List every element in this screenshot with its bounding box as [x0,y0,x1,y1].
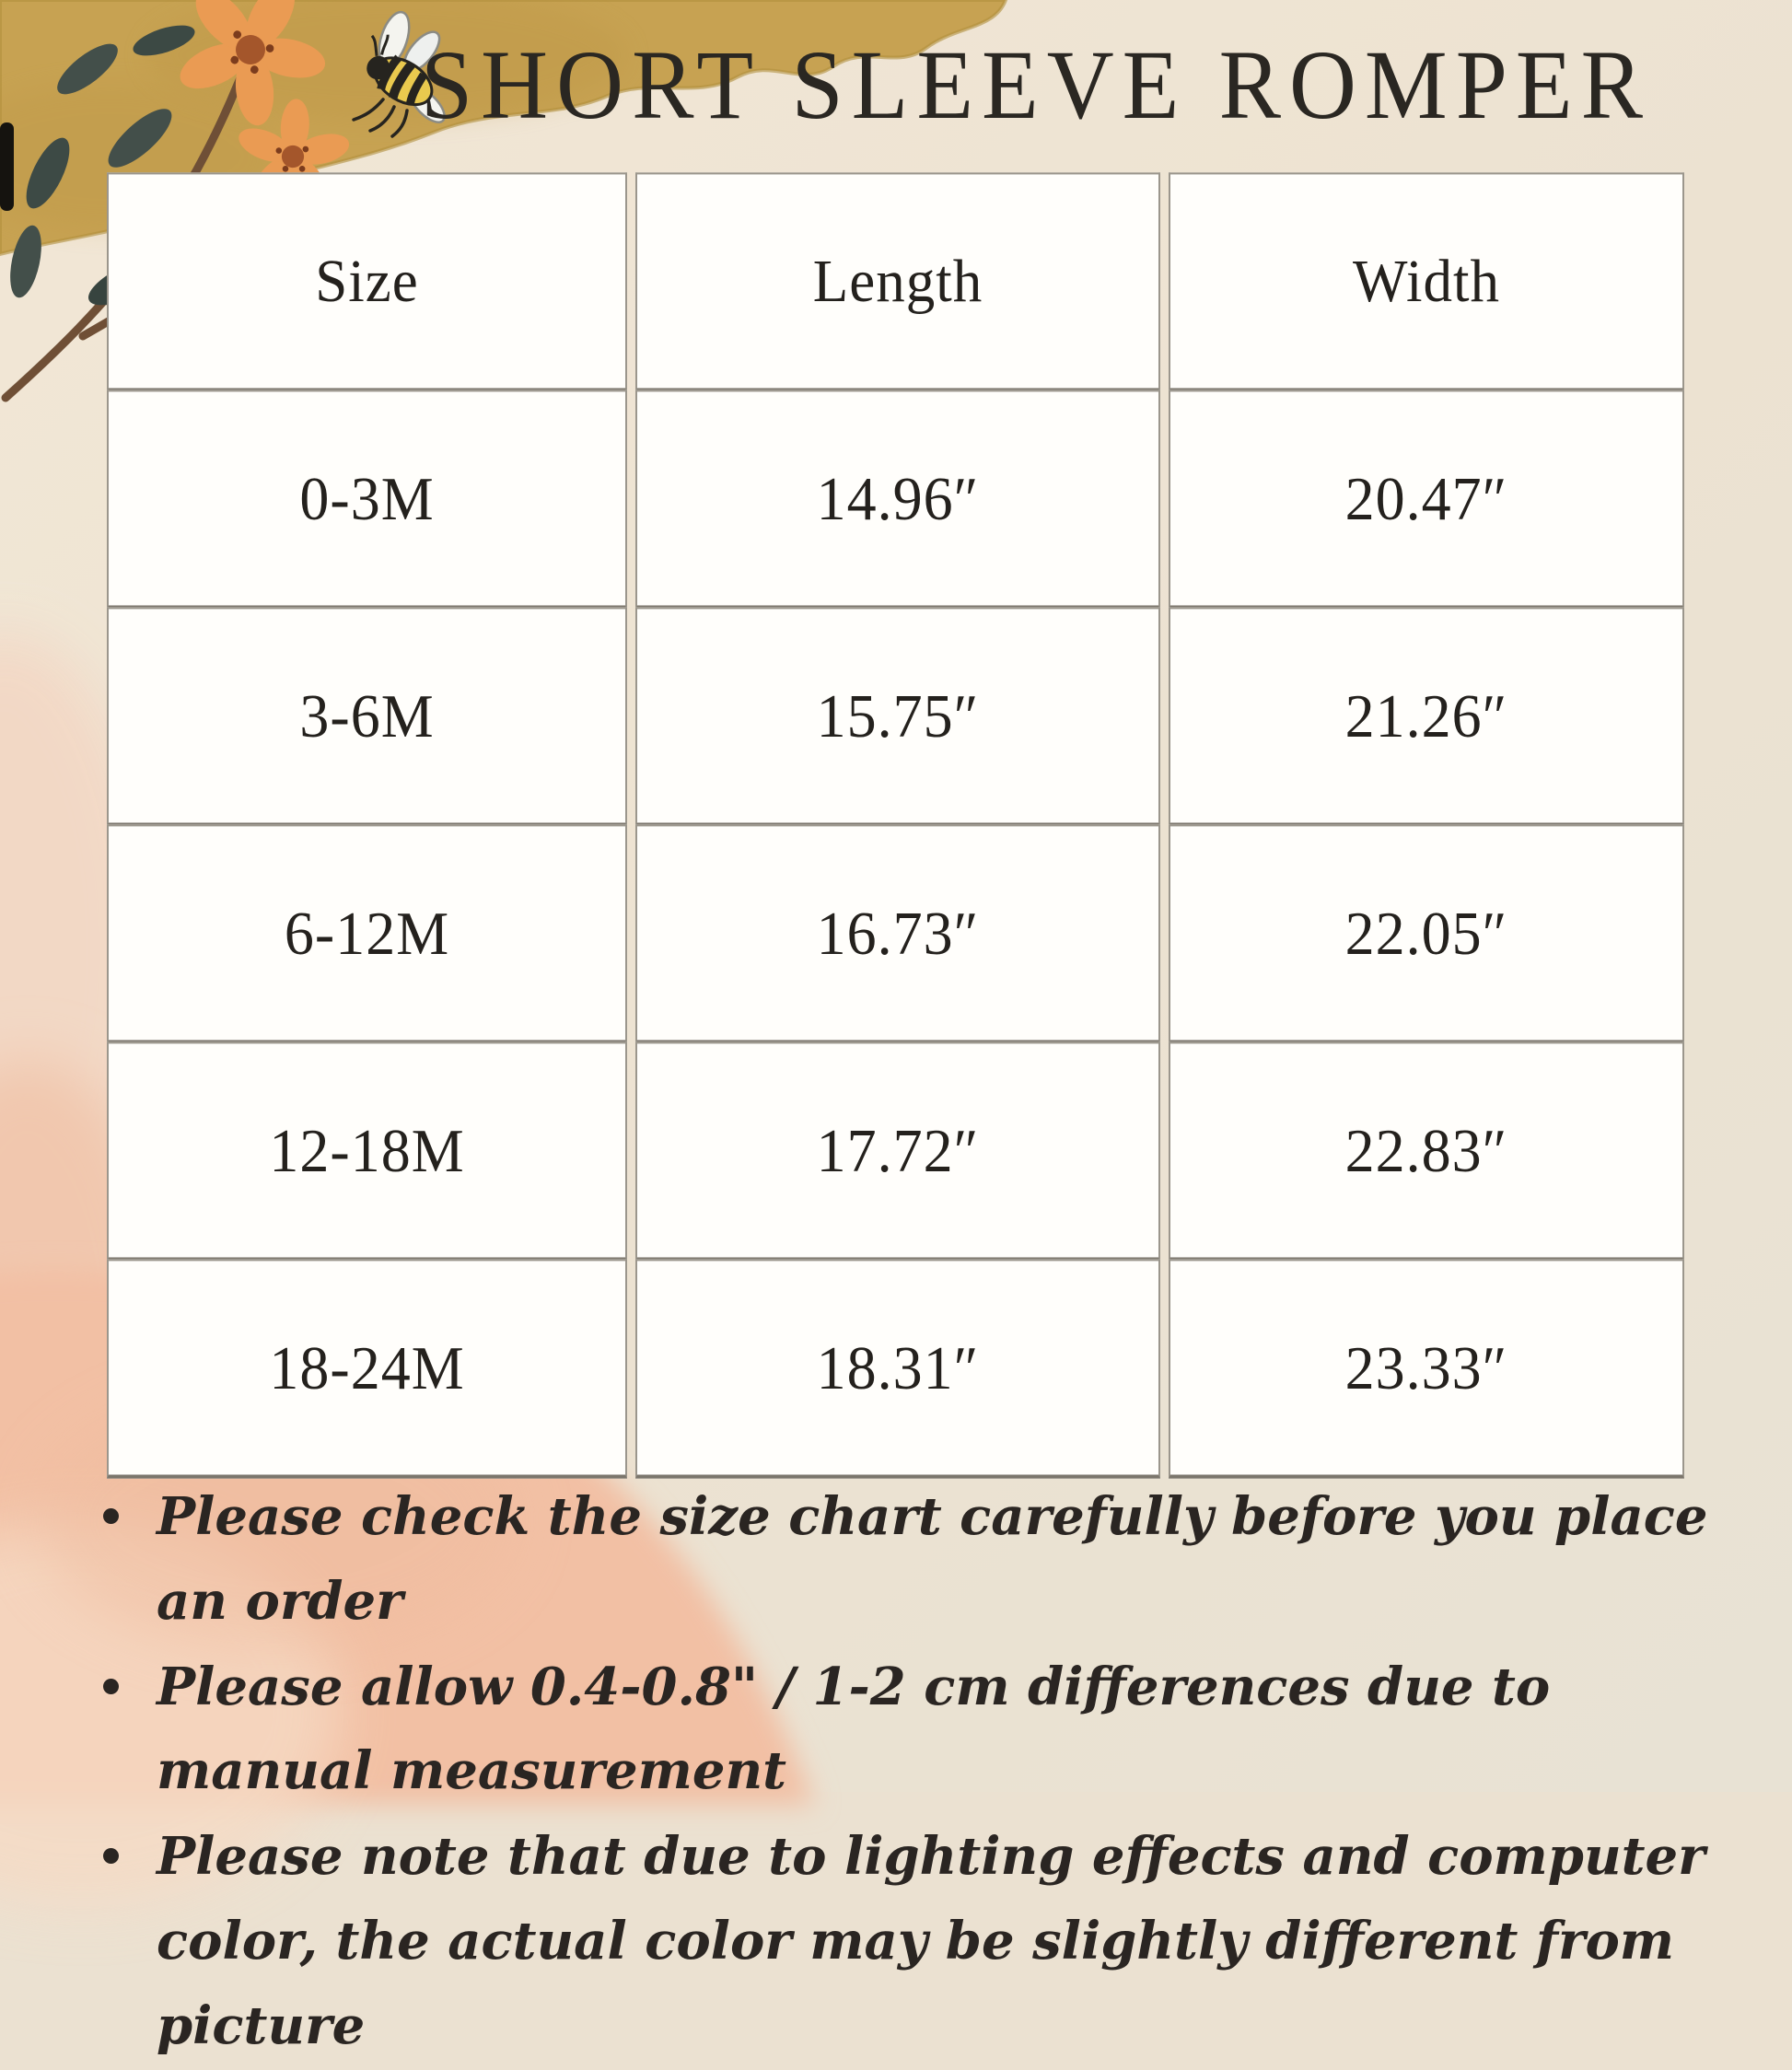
table-cell: 3-6M [107,607,627,826]
table-cell: 22.83″ [1169,1041,1684,1261]
table-cell: 17.72″ [635,1041,1160,1261]
size-table [107,178,1684,1473]
header-cell: Width [1169,172,1684,391]
page-title: SHORT SLEEVE ROMPER [421,29,1651,140]
table-cell: 0-3M [107,390,627,609]
table-cell: 12-18M [107,1041,627,1261]
table-cell: 15.75″ [635,607,1160,826]
note-item: Please note that due to lighting effects and computer color, the actual color may be slightly different from picture [88,1815,1723,2068]
note-item: Please check the size chart carefully before you place an order [88,1475,1723,1645]
header-cell: Length [635,172,1160,391]
table-cell: 18-24M [107,1259,627,1478]
table-cell: 23.33″ [1169,1259,1684,1478]
table-cell: 6-12M [107,824,627,1043]
table-cell: 20.47″ [1169,390,1684,609]
table-cell: 14.96″ [635,390,1160,609]
notes-list [88,1475,1723,2070]
header-cell: Size [107,172,627,391]
note-item: Please allow 0.4-0.8" / 1-2 cm differences due to manual measurement [88,1646,1723,1815]
table-cell: 16.73″ [635,824,1160,1043]
table-cell: 22.05″ [1169,824,1684,1043]
table-cell: 21.26″ [1169,607,1684,826]
table-cell: 18.31″ [635,1259,1160,1478]
